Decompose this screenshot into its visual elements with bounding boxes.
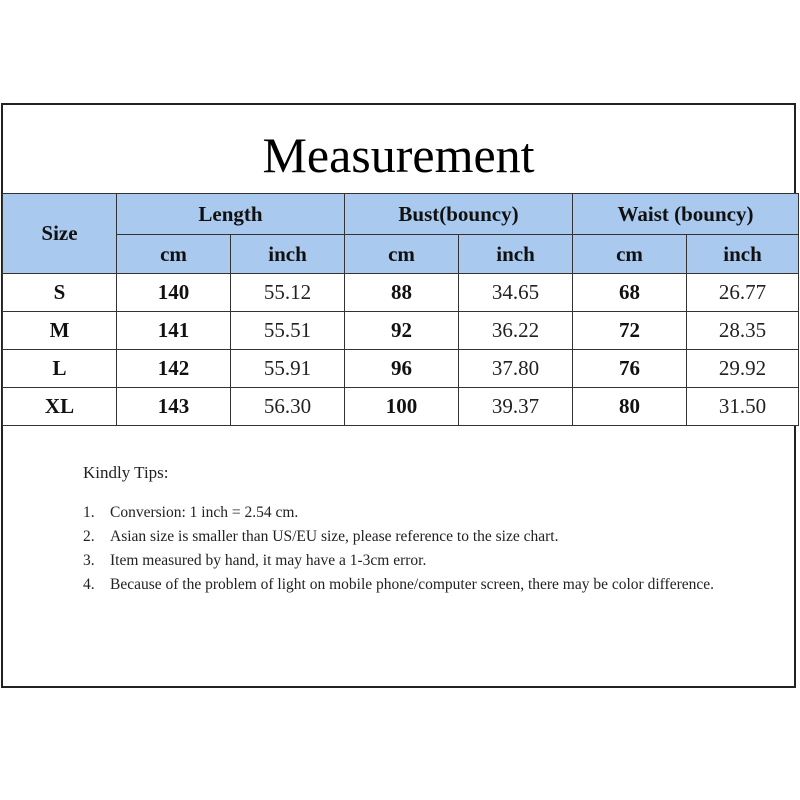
table-cell: 88	[345, 274, 459, 312]
table-cell: 28.35	[687, 312, 799, 350]
size-cell: S	[3, 274, 117, 312]
size-cell: L	[3, 350, 117, 388]
size-cell: M	[3, 312, 117, 350]
unit-header: inch	[231, 235, 345, 274]
table-cell: 140	[117, 274, 231, 312]
table-cell: 39.37	[459, 388, 573, 426]
list-item	[83, 573, 723, 597]
table-cell: 68	[573, 274, 687, 312]
unit-header: cm	[573, 235, 687, 274]
list-number: 4.	[83, 576, 95, 593]
table-cell: 100	[345, 388, 459, 426]
table-cell: 76	[573, 350, 687, 388]
list-text: Item measured by hand, it may have a 1-3cm error.	[110, 552, 427, 569]
list-number: 1.	[83, 504, 95, 521]
list-text: Conversion: 1 inch = 2.54 cm.	[110, 504, 299, 521]
table-cell: 31.50	[687, 388, 799, 426]
list-number: 3.	[83, 552, 95, 569]
unit-header: inch	[687, 235, 799, 274]
list-number: 2.	[83, 528, 95, 545]
table-row	[3, 388, 799, 426]
size-header: Size	[3, 194, 117, 274]
table-cell: 26.77	[687, 274, 799, 312]
table-cell: 36.22	[459, 312, 573, 350]
list-item	[83, 501, 723, 525]
table-row	[3, 274, 799, 312]
tips-title: Kindly Tips:	[83, 463, 169, 482]
table-cell: 141	[117, 312, 231, 350]
length-header: Length	[117, 194, 345, 235]
table-cell: 55.51	[231, 312, 345, 350]
table-cell: 96	[345, 350, 459, 388]
table-cell: 29.92	[687, 350, 799, 388]
tips-section	[83, 463, 723, 597]
table-cell: 80	[573, 388, 687, 426]
list-item	[83, 525, 723, 549]
table-cell: 143	[117, 388, 231, 426]
table-cell: 37.80	[459, 350, 573, 388]
page-title: Measurement	[262, 127, 535, 183]
table-cell: 55.91	[231, 350, 345, 388]
table-cell: 55.12	[231, 274, 345, 312]
list-text: Because of the problem of light on mobile phone/computer screen, there may be color difference.	[110, 576, 714, 593]
waist-header: Waist (bouncy)	[573, 194, 799, 235]
unit-header: cm	[345, 235, 459, 274]
table-cell: 142	[117, 350, 231, 388]
unit-header: cm	[117, 235, 231, 274]
size-chart-table	[2, 193, 799, 426]
list-text: Asian size is smaller than US/EU size, please reference to the size chart.	[110, 528, 559, 545]
bust-header: Bust(bouncy)	[345, 194, 573, 235]
list-item	[83, 549, 723, 573]
table-cell: 34.65	[459, 274, 573, 312]
unit-header: inch	[459, 235, 573, 274]
size-cell: XL	[3, 388, 117, 426]
tips-list	[83, 501, 723, 597]
table-cell: 72	[573, 312, 687, 350]
table-row	[3, 312, 799, 350]
measurement-card	[1, 103, 796, 688]
table-cell: 92	[345, 312, 459, 350]
table-cell: 56.30	[231, 388, 345, 426]
table-row	[3, 350, 799, 388]
